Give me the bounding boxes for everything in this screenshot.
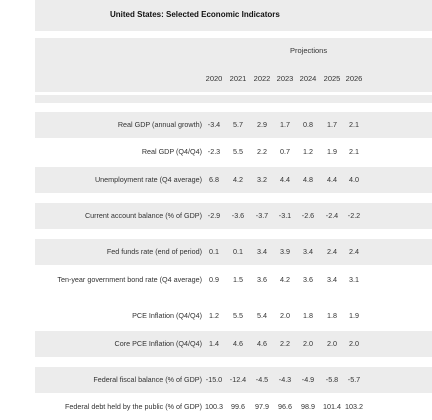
table-cell: -5.7 <box>347 375 361 384</box>
table-cell: -12.4 <box>229 375 247 384</box>
table-cell: -5.8 <box>325 375 339 384</box>
table-cell: 0.7 <box>280 147 290 156</box>
table-cell: -4.3 <box>278 375 292 384</box>
table-cell: 99.6 <box>231 402 245 411</box>
table-cell: 101.4 <box>323 402 341 411</box>
table-cell: 4.2 <box>280 275 290 284</box>
table-cell: -4.9 <box>301 375 315 384</box>
table-cell: 2.0 <box>327 339 337 348</box>
table-cell: 2.4 <box>327 247 337 256</box>
table-cell: 4.4 <box>280 175 290 184</box>
table-cell: 1.8 <box>303 311 313 320</box>
table-cell: -2.3 <box>207 147 221 156</box>
year-header: 2020 <box>205 74 223 83</box>
table-cell: 4.6 <box>233 339 243 348</box>
year-header: 2024 <box>299 74 317 83</box>
table-cell: 1.2 <box>209 311 219 320</box>
table-cell: 3.4 <box>327 275 337 284</box>
table-cell: 4.2 <box>233 175 243 184</box>
table-cell: 4.0 <box>349 175 359 184</box>
projections-label: Projections <box>290 46 328 55</box>
table-cell: 4.6 <box>257 339 267 348</box>
year-header: 2022 <box>253 74 271 83</box>
table-cell: 1.7 <box>280 120 290 129</box>
row-label: PCE Inflation (Q4/Q4) <box>132 311 202 320</box>
table-title: United States: Selected Economic Indicators <box>110 10 280 19</box>
table-cell: 2.0 <box>349 339 359 348</box>
table-cell: -2.9 <box>207 211 221 220</box>
table-cell: -3.4 <box>207 120 221 129</box>
table-cell: 5.4 <box>257 311 267 320</box>
table-cell: 103.2 <box>345 402 363 411</box>
table-cell: 2.0 <box>303 339 313 348</box>
table-cell: 3.1 <box>349 275 359 284</box>
table-cell: 6.8 <box>209 175 219 184</box>
table-cell: 97.9 <box>255 402 269 411</box>
year-header: 2021 <box>229 74 247 83</box>
table-cell: 5.7 <box>233 120 243 129</box>
row-label: Federal fiscal balance (% of GDP) <box>93 375 202 384</box>
row-label: Federal debt held by the public (% of GDP) <box>64 402 202 411</box>
table-cell: 0.8 <box>303 120 313 129</box>
table-cell: 2.2 <box>257 147 267 156</box>
table-cell: -3.1 <box>278 211 292 220</box>
row-label: Ten-year government bond rate (Q4 average) <box>57 275 202 284</box>
table-cell: 1.5 <box>233 275 243 284</box>
table-cell: 4.8 <box>303 175 313 184</box>
table-cell: 96.6 <box>278 402 292 411</box>
table-cell: 4.4 <box>327 175 337 184</box>
row-label: Real GDP (Q4/Q4) <box>141 147 202 156</box>
year-header: 2023 <box>276 74 294 83</box>
table-cell: 2.0 <box>280 311 290 320</box>
table-cell: 1.9 <box>349 311 359 320</box>
table-cell: -3.6 <box>231 211 245 220</box>
table-cell: -3.7 <box>255 211 269 220</box>
table-cell: 3.4 <box>257 247 267 256</box>
table-cell: -2.2 <box>347 211 361 220</box>
table-cell: 3.4 <box>303 247 313 256</box>
table-cell: 3.9 <box>280 247 290 256</box>
table-cell: 0.1 <box>209 247 219 256</box>
table-cell: -15.0 <box>205 375 223 384</box>
table-cell: 1.9 <box>327 147 337 156</box>
table-cell: 98.9 <box>301 402 315 411</box>
table-cell: 1.8 <box>327 311 337 320</box>
table-cell: 2.2 <box>280 339 290 348</box>
table-cell: -4.5 <box>255 375 269 384</box>
table-cell: 1.4 <box>209 339 219 348</box>
table-cell: 3.2 <box>257 175 267 184</box>
table-cell: 2.1 <box>349 120 359 129</box>
table-cell: 5.5 <box>233 147 243 156</box>
table-cell: 2.4 <box>349 247 359 256</box>
row-label: Unemployment rate (Q4 average) <box>94 175 202 184</box>
table-cell: 3.6 <box>303 275 313 284</box>
table-cell: 2.1 <box>349 147 359 156</box>
table-cell: 1.7 <box>327 120 337 129</box>
table-cell: 0.1 <box>233 247 243 256</box>
table-cell: 1.2 <box>303 147 313 156</box>
table-cell: 3.6 <box>257 275 267 284</box>
header-band <box>35 38 432 58</box>
table-cell: 2.9 <box>257 120 267 129</box>
table-cell: 100.3 <box>205 402 223 411</box>
table-cell: -2.4 <box>325 211 339 220</box>
row-label: Fed funds rate (end of period) <box>106 247 202 256</box>
row-label: Current account balance (% of GDP) <box>84 211 202 220</box>
table-cell: 5.5 <box>233 311 243 320</box>
year-header: 2026 <box>345 74 363 83</box>
row-label: Real GDP (annual growth) <box>117 120 202 129</box>
table-cell: 0.9 <box>209 275 219 284</box>
row-label: Core PCE Inflation (Q4/Q4) <box>114 339 202 348</box>
year-header: 2025 <box>323 74 341 83</box>
table-cell: -2.6 <box>301 211 315 220</box>
separator-band <box>35 95 432 103</box>
